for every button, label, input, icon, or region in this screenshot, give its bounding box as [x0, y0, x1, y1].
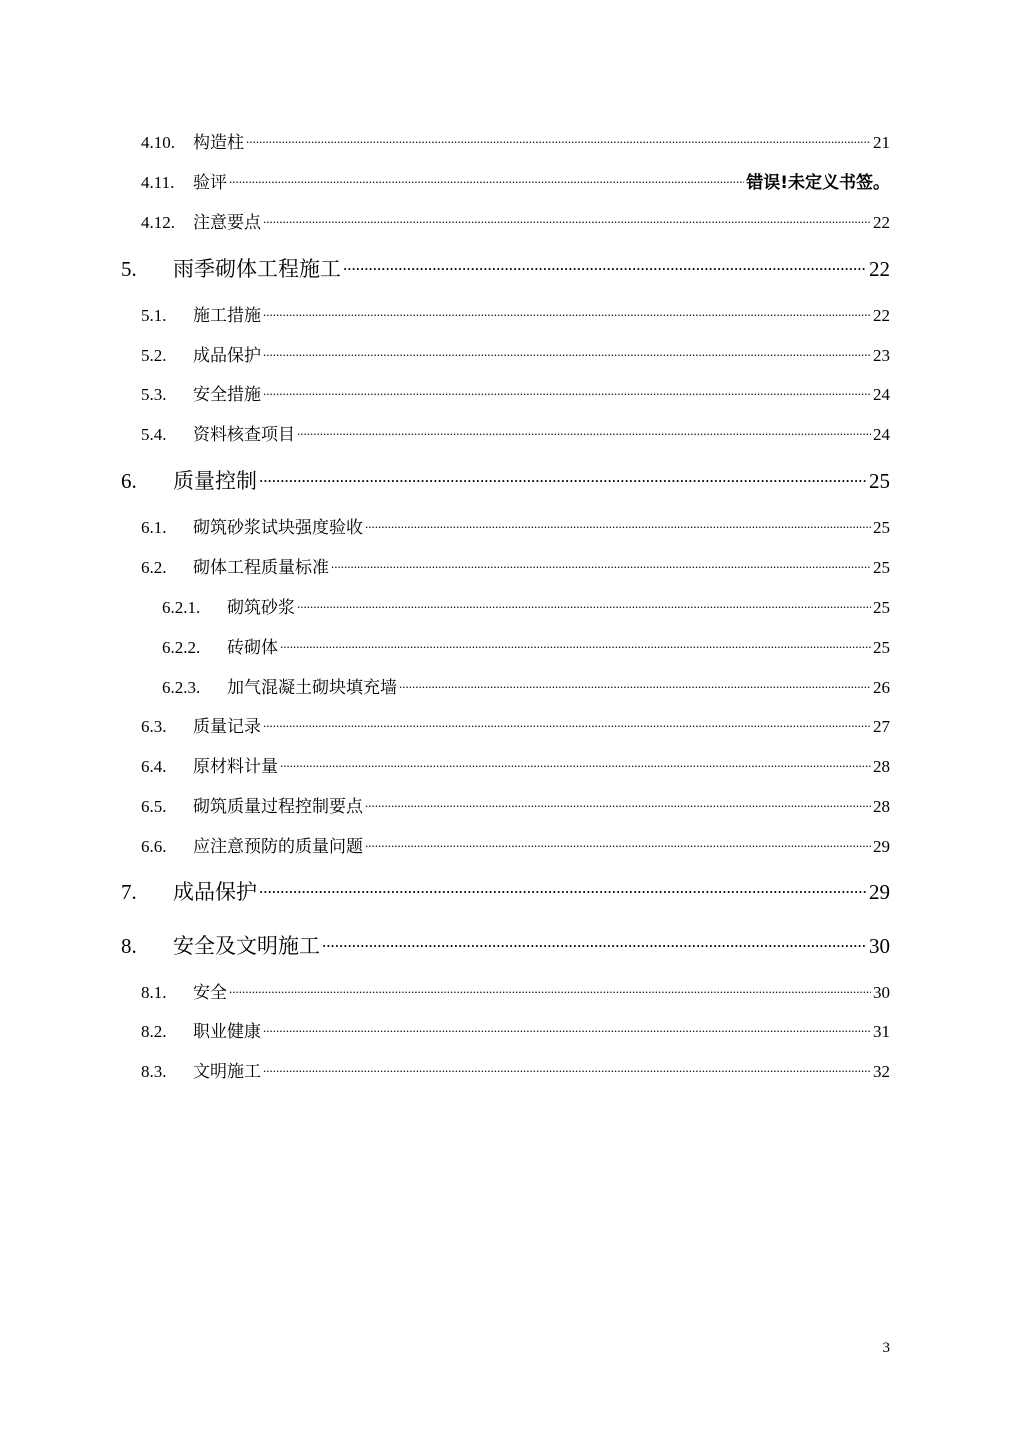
toc-entry-title: 砌筑砂浆: [227, 598, 295, 617]
toc-entry-title: 砌筑质量过程控制要点: [193, 797, 363, 816]
toc-entry-title: 安全及文明施工: [173, 934, 320, 958]
toc-entry-4-12[interactable]: [0, 208, 890, 233]
toc-entry-5[interactable]: [0, 253, 890, 283]
toc-entry-6-2-2[interactable]: [0, 633, 890, 658]
toc-entry-8-1[interactable]: [0, 978, 890, 1003]
toc-entry-number: 5.2.: [141, 346, 167, 365]
toc-entry-number: 6.2.3.: [162, 678, 201, 697]
toc-entry-number: 8.1.: [141, 983, 167, 1002]
toc-entry-page: 24: [873, 425, 890, 444]
toc-entry-title: 资料核查项目: [193, 425, 295, 444]
toc-entry-6-2[interactable]: [0, 553, 890, 578]
dot-leader: [229, 171, 744, 188]
dot-leader: [365, 795, 871, 812]
toc-entry-page: 29: [869, 880, 890, 904]
toc-entry-4-10[interactable]: [0, 128, 890, 153]
toc-entry-page: 25: [873, 598, 890, 617]
toc-entry-page: 26: [873, 678, 890, 697]
toc-entry-number: 5.4.: [141, 425, 167, 444]
toc-entry-title: 质量控制: [173, 469, 257, 493]
toc-entry-title: 雨季砌体工程施工: [173, 257, 341, 281]
dot-leader: [280, 636, 871, 653]
toc-entry-page: 32: [873, 1062, 890, 1081]
toc-entry-8-2[interactable]: [0, 1017, 890, 1042]
page-number: 3: [882, 1340, 890, 1356]
dot-leader: [263, 304, 871, 321]
toc-entry-8[interactable]: [0, 930, 890, 960]
toc-entry-page: 21: [873, 133, 890, 152]
dot-leader: [259, 878, 867, 899]
toc-entry-page: 25: [873, 558, 890, 577]
toc-entry-page: 28: [873, 757, 890, 776]
toc-entry-number: 6.2.: [141, 558, 167, 577]
toc-entry-title: 安全: [193, 983, 227, 1002]
dot-leader: [399, 676, 871, 693]
toc-entry-number: 4.12.: [141, 213, 175, 232]
toc-entry-title: 成品保护: [193, 346, 261, 365]
toc-entry-number: 8.: [121, 934, 137, 958]
dot-leader: [365, 835, 871, 852]
toc-entry-number: 8.2.: [141, 1022, 167, 1041]
toc-entry-6[interactable]: [0, 465, 890, 495]
toc-entry-6-5[interactable]: [0, 792, 890, 817]
dot-leader: [263, 715, 871, 732]
toc-entry-title: 加气混凝土砌块填充墙: [227, 678, 397, 697]
toc-entry-4-11[interactable]: [0, 168, 890, 193]
toc-entry-page: 22: [873, 213, 890, 232]
toc-entry-title: 文明施工: [193, 1062, 261, 1081]
toc-entry-page: 25: [873, 518, 890, 537]
toc-entry-title: 验评: [193, 173, 227, 192]
toc-entry-number: 6.5.: [141, 797, 167, 816]
toc-entry-page: 30: [869, 934, 890, 958]
dot-leader: [297, 596, 871, 613]
toc-entry-title: 砖砌体: [227, 638, 278, 657]
toc-entry-page: 31: [873, 1022, 890, 1041]
toc-entry-number: 5.: [121, 257, 137, 281]
toc-entry-title: 砌筑砂浆试块强度验收: [193, 518, 363, 537]
toc-entry-number: 7.: [121, 880, 137, 904]
toc-entry-number: 6.3.: [141, 717, 167, 736]
toc-entry-number: 5.3.: [141, 385, 167, 404]
toc-entry-title: 职业健康: [193, 1022, 261, 1041]
dot-leader: [263, 1020, 871, 1037]
toc-entry-title: 施工措施: [193, 306, 261, 325]
toc-entry-title: 砌体工程质量标准: [193, 558, 329, 577]
dot-leader: [263, 211, 871, 228]
toc-entry-page: 24: [873, 385, 890, 404]
toc-entry-number: 5.1.: [141, 306, 167, 325]
toc-entry-number: 6.2.1.: [162, 598, 201, 617]
toc-entry-page: 27: [873, 717, 890, 736]
toc-entry-6-4[interactable]: [0, 752, 890, 777]
toc-entry-page: 22: [869, 257, 890, 281]
dot-leader: [322, 932, 867, 953]
toc-entry-number: 6.6.: [141, 837, 167, 856]
dot-leader: [263, 1060, 871, 1077]
toc-entry-number: 4.10.: [141, 133, 175, 152]
dot-leader: [229, 981, 871, 998]
toc-entry-title: 成品保护: [173, 880, 257, 904]
toc-entry-page: 25: [869, 469, 890, 493]
toc-entry-title: 构造柱: [193, 133, 244, 152]
toc-entry-6-6[interactable]: [0, 832, 890, 857]
toc-entry-6-3[interactable]: [0, 712, 890, 737]
toc-entry-5-1[interactable]: [0, 301, 890, 326]
toc-entry-page: 25: [873, 638, 890, 657]
toc-entry-page-error: 错误!未定义书签。: [746, 173, 890, 193]
toc-entry-title: 质量记录: [193, 717, 261, 736]
dot-leader: [331, 556, 871, 573]
toc-entry-page: 23: [873, 346, 890, 365]
toc-entry-title: 注意要点: [193, 213, 261, 232]
toc-entry-6-2-3[interactable]: [0, 673, 890, 698]
toc-entry-5-4[interactable]: [0, 420, 890, 445]
dot-leader: [343, 255, 867, 276]
toc-entry-page: 30: [873, 983, 890, 1002]
toc-entry-page: 29: [873, 837, 890, 856]
toc-entry-5-3[interactable]: [0, 380, 890, 405]
dot-leader: [259, 467, 867, 488]
toc-entry-number: 6.: [121, 469, 137, 493]
toc-entry-title: 应注意预防的质量问题: [193, 837, 363, 856]
toc-entry-number: 6.1.: [141, 518, 167, 537]
toc-entry-6-2-1[interactable]: [0, 593, 890, 618]
toc-entry-number: 8.3.: [141, 1062, 167, 1081]
dot-leader: [280, 755, 871, 772]
toc-entry-page: 22: [873, 306, 890, 325]
toc-entry-page: 28: [873, 797, 890, 816]
toc-entry-8-3[interactable]: [0, 1057, 890, 1082]
dot-leader: [246, 131, 871, 148]
dot-leader: [263, 344, 871, 361]
toc-entry-6-1[interactable]: [0, 513, 890, 538]
toc-entry-number: 6.4.: [141, 757, 167, 776]
toc-entry-5-2[interactable]: [0, 341, 890, 366]
toc-entry-title: 安全措施: [193, 385, 261, 404]
toc-entry-number: 4.11.: [141, 173, 175, 192]
toc-entry-title: 原材料计量: [193, 757, 278, 776]
toc-entry-7[interactable]: [0, 876, 890, 906]
dot-leader: [297, 423, 871, 440]
toc-entry-number: 6.2.2.: [162, 638, 201, 657]
dot-leader: [263, 383, 871, 400]
dot-leader: [365, 516, 871, 533]
